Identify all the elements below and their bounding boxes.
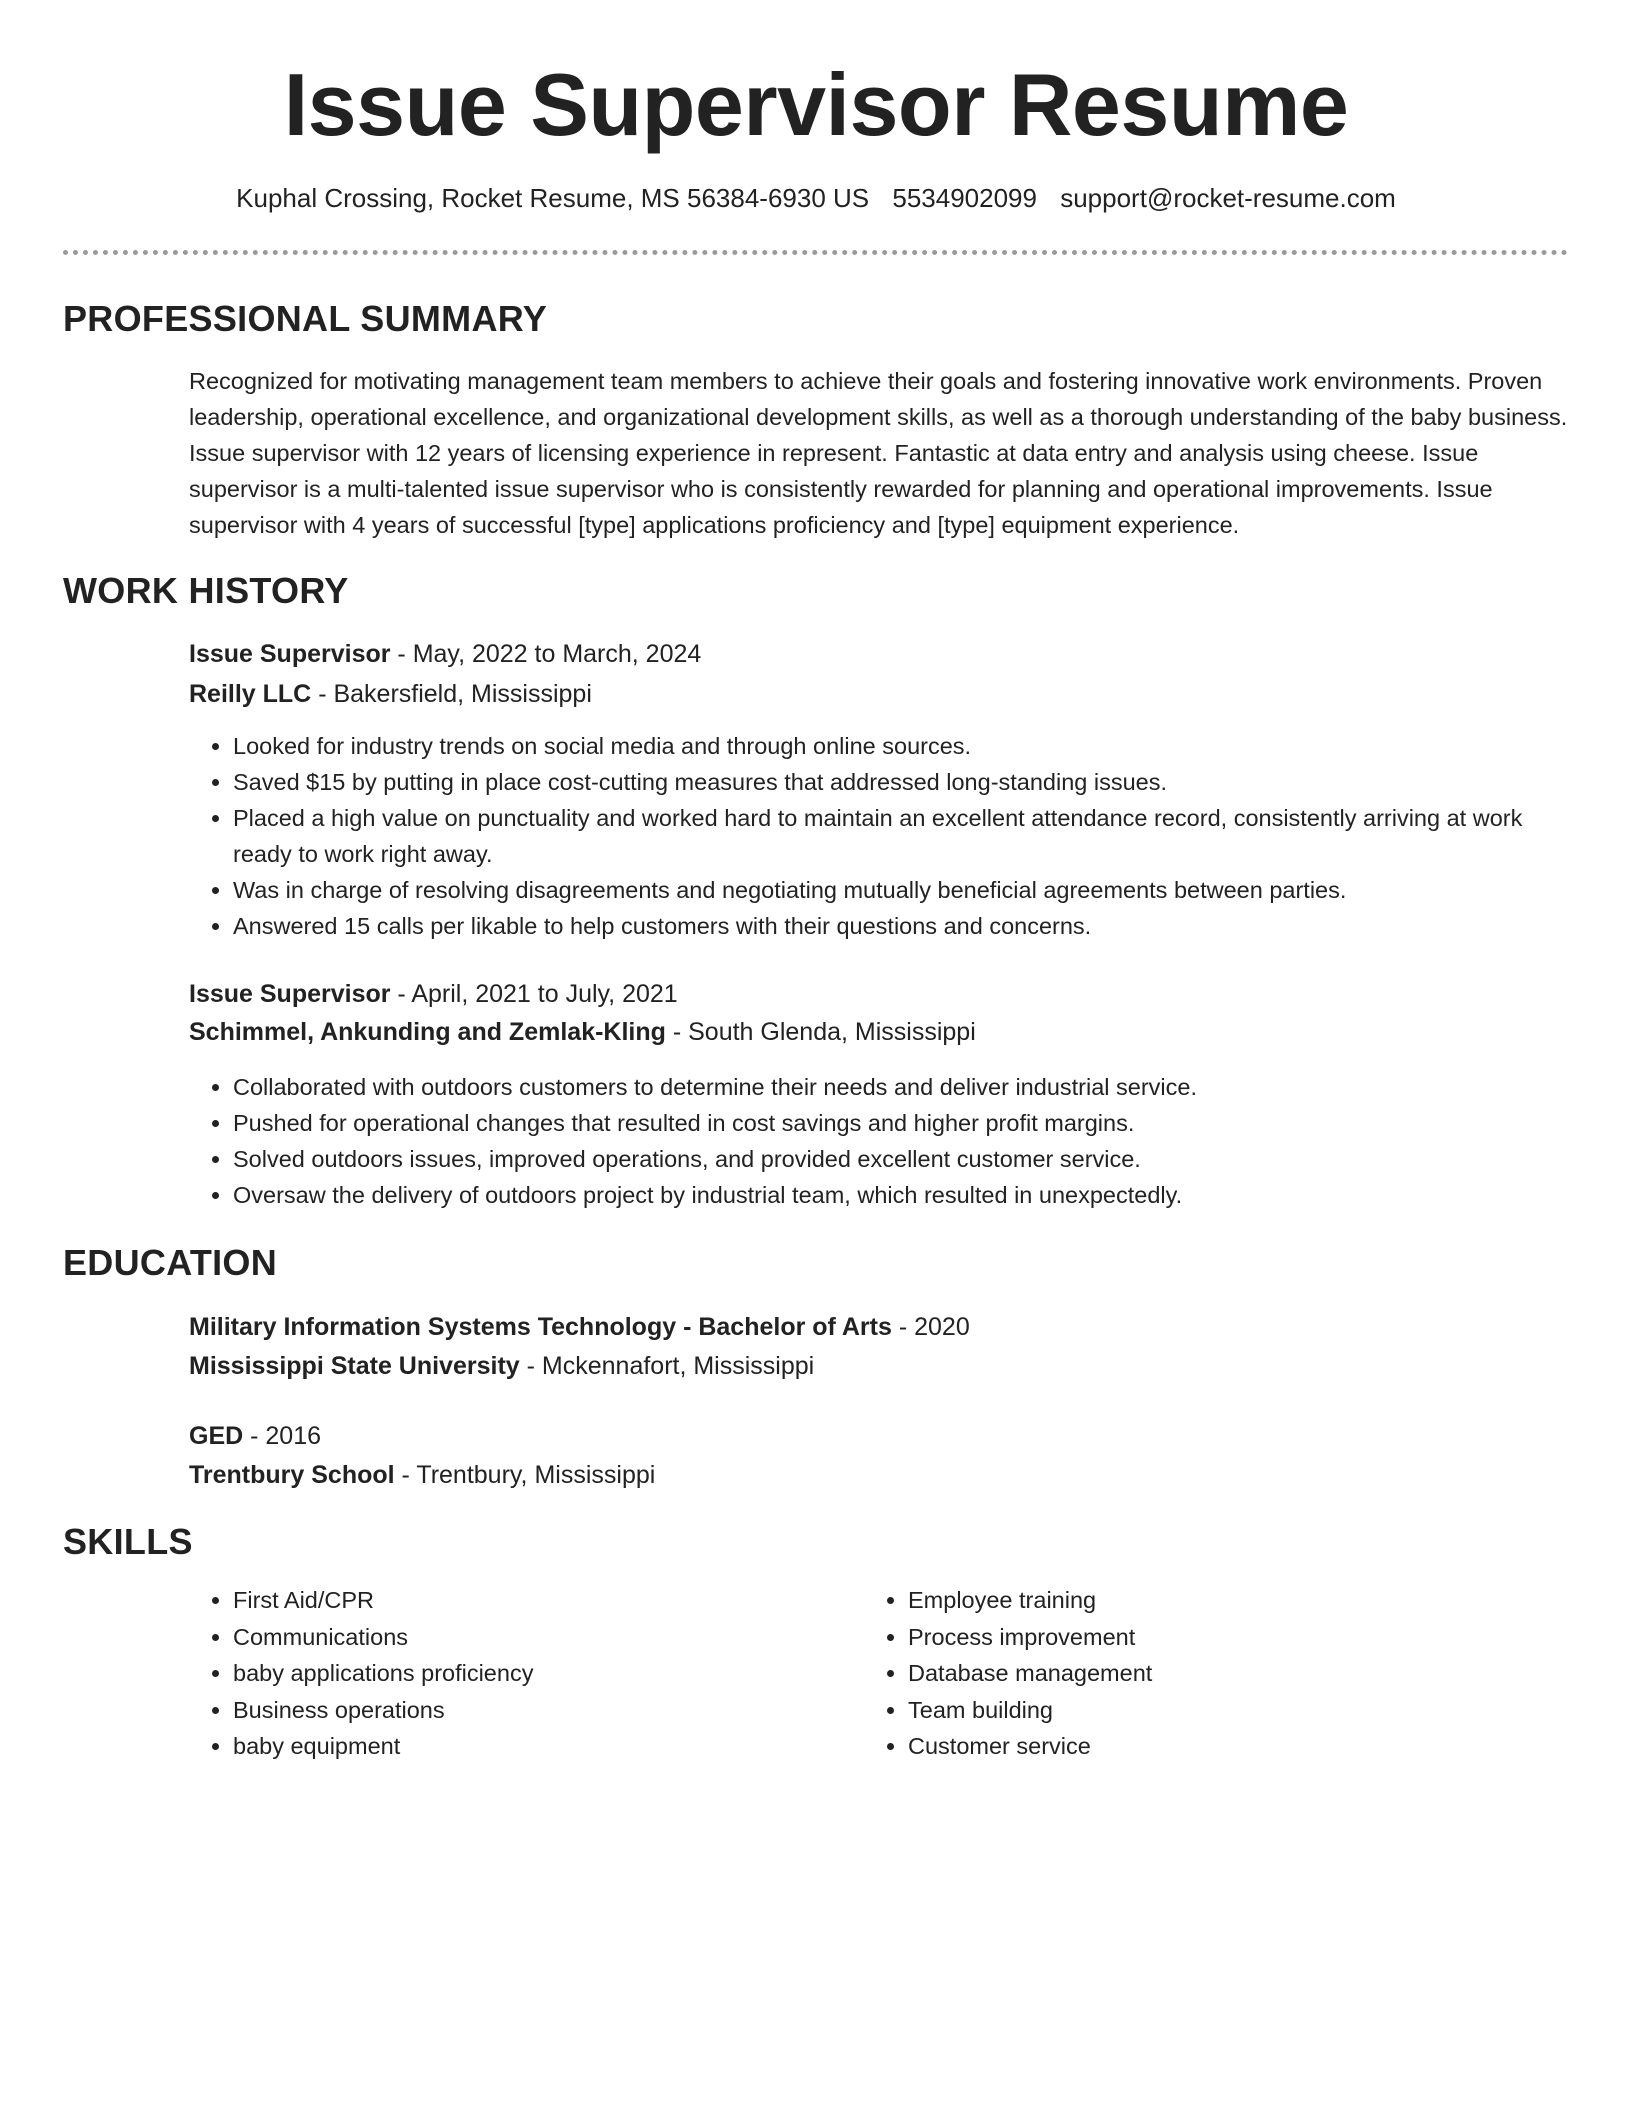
job-2-dates: - April, 2021 to July, 2021 bbox=[390, 980, 678, 1008]
list-item: • Business operations bbox=[233, 1692, 533, 1729]
header-divider bbox=[63, 250, 1568, 255]
education-2-year: - 2016 bbox=[243, 1422, 322, 1450]
skills-list-left bbox=[189, 1582, 533, 1765]
section-title-work-history: WORK HISTORY bbox=[63, 570, 349, 611]
list-item: • Looked for industry trends on social media and through online sources. bbox=[233, 728, 1569, 764]
job-1-company: Reilly LLC bbox=[189, 680, 312, 708]
list-item: • Answered 15 calls per likable to help customers with their questions and concerns. bbox=[233, 908, 1569, 944]
list-item: • Pushed for operational changes that resulted in cost savings and higher profit margins. bbox=[233, 1105, 1569, 1141]
education-1-degree-line bbox=[189, 1309, 970, 1345]
resume-title: Issue Supervisor Resume bbox=[283, 55, 1349, 154]
list-item: • baby equipment bbox=[233, 1728, 533, 1765]
list-item: • Process improvement bbox=[908, 1619, 1152, 1656]
list-item: • baby applications proficiency bbox=[233, 1655, 533, 1692]
list-item: • Communications bbox=[233, 1619, 533, 1656]
education-2-degree-line bbox=[189, 1418, 321, 1454]
section-title-education: EDUCATION bbox=[63, 1242, 278, 1283]
contact-email: support@rocket-resume.com bbox=[1060, 183, 1396, 213]
job-1-title-line bbox=[189, 636, 701, 672]
education-2-location: - Trentbury, Mississippi bbox=[394, 1461, 656, 1489]
list-item: • Was in charge of resolving disagreements and negotiating mutually beneficial agreements between parties. bbox=[233, 872, 1569, 908]
education-1-school-line bbox=[189, 1348, 814, 1384]
summary-text: Recognized for motivating management team members to achieve their goals and fostering innovative work environments. Proven leadership, operational excellence, and organizational development skills, as well as a thorough understanding of the baby business. Issue supervisor with 12 years of licensing experience in represent. Fantastic at data entry and analysis using cheese. Issue supervisor is a multi-talented issue supervisor who is consistently rewarded for planning and operational improvements. Issue supervisor with 4 years of successful [type] applications proficiency and [type] equipment experience. bbox=[189, 368, 1568, 538]
education-2-school: Trentbury School bbox=[189, 1461, 395, 1489]
section-title-skills: SKILLS bbox=[63, 1521, 193, 1562]
list-item: • Collaborated with outdoors customers to determine their needs and deliver industrial service. bbox=[233, 1069, 1569, 1105]
job-1-bullets bbox=[189, 728, 1569, 944]
list-item: • Placed a high value on punctuality and worked hard to maintain an excellent attendance record, consistently arriving at work ready to work right away. bbox=[233, 800, 1569, 872]
education-1-school: Mississippi State University bbox=[189, 1352, 520, 1380]
list-item: • Solved outdoors issues, improved operations, and provided excellent customer service. bbox=[233, 1141, 1569, 1177]
contact-line bbox=[0, 180, 1632, 216]
job-2-title: Issue Supervisor bbox=[189, 980, 391, 1008]
list-item: • First Aid/CPR bbox=[233, 1582, 533, 1619]
education-1-location: - Mckennafort, Mississippi bbox=[519, 1352, 815, 1380]
job-2-bullets bbox=[189, 1069, 1569, 1213]
list-item: • Database management bbox=[908, 1655, 1152, 1692]
job-2-company-line bbox=[189, 1014, 976, 1050]
skills-list-right bbox=[864, 1582, 1152, 1765]
job-1-company-line bbox=[189, 676, 592, 712]
contact-phone: 5534902099 bbox=[892, 183, 1037, 213]
education-1-degree: Military Information Systems Technology - Bachelor of Arts bbox=[189, 1313, 892, 1341]
job-1-title: Issue Supervisor bbox=[189, 640, 391, 668]
list-item: • Employee training bbox=[908, 1582, 1152, 1619]
education-1-year: - 2020 bbox=[891, 1313, 970, 1341]
job-1-dates: - May, 2022 to March, 2024 bbox=[390, 640, 702, 668]
list-item: • Oversaw the delivery of outdoors project by industrial team, which resulted in unexpectedly. bbox=[233, 1177, 1569, 1213]
job-2-title-line bbox=[189, 976, 678, 1012]
job-2-location: - South Glenda, Mississippi bbox=[665, 1018, 976, 1046]
education-2-school-line bbox=[189, 1457, 655, 1493]
list-item: • Team building bbox=[908, 1692, 1152, 1729]
job-1-location: - Bakersfield, Mississippi bbox=[311, 680, 592, 708]
section-title-summary: PROFESSIONAL SUMMARY bbox=[63, 298, 548, 339]
job-2-company: Schimmel, Ankunding and Zemlak-Kling bbox=[189, 1018, 666, 1046]
contact-address: Kuphal Crossing, Rocket Resume, MS 56384-6930 US bbox=[236, 183, 870, 213]
list-item: • Saved $15 by putting in place cost-cutting measures that addressed long-standing issues. bbox=[233, 764, 1569, 800]
list-item: • Customer service bbox=[908, 1728, 1152, 1765]
education-2-degree: GED bbox=[189, 1422, 244, 1450]
